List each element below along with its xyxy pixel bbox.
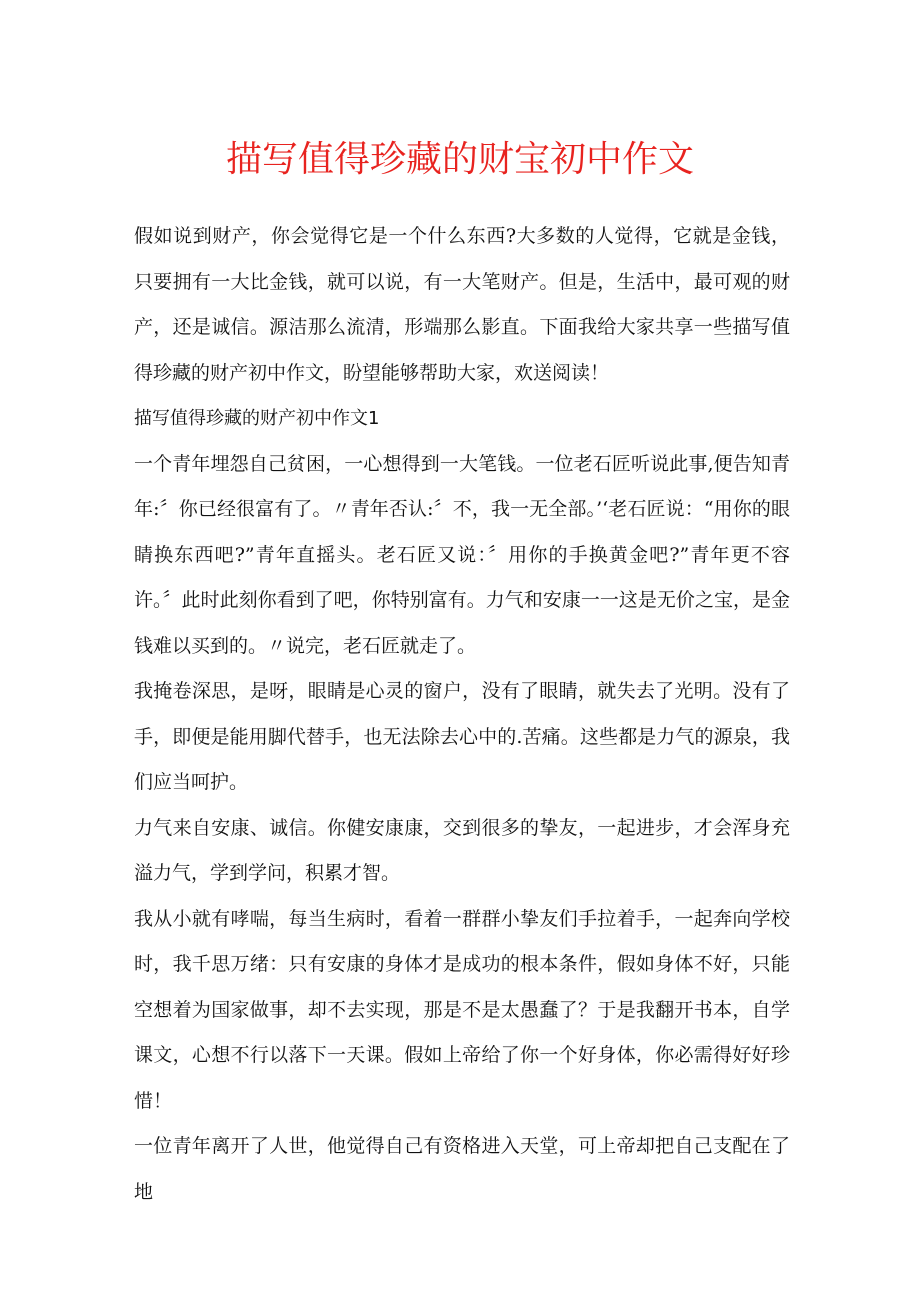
paragraph-strength: 力气来自安康、诚信。你健安康康，交到很多的挚友，一起进步，才会浑身充溢力气，学到学问，积累才智。 xyxy=(134,816,790,884)
paragraph-young-man: 一位青年离开了人世，他觉得自己有资格进入天堂，可上帝却把自己支配在了地 xyxy=(134,1135,790,1203)
essay-subheading: 描写值得珍藏的财产初中作文1 xyxy=(134,408,380,429)
paragraph-story: 一个青年埋怨自己贫困，一心想得到一大笔钱。一位老石匠听说此事,便告知青年:〞你已经很富有了。〃青年否认:〞不，我一无全部。’‘老石匠说：“用你的眼睛换东西吧?”青年直摇头。老石匠又说：〞用你的手换黄金吧?”青年更不容许。〞此时此刻你看到了吧，你特别富有。力气和安康一一这是无价之宝，是金钱难以买到的。〃说完，老石匠就走了。 xyxy=(134,452,790,657)
document-title: 描写值得珍藏的财宝初中作文 xyxy=(225,139,694,180)
paragraph-intro: 假如说到财产，你会觉得它是一个什么东西?大多数的人觉得，它就是金钱，只要拥有一大比金钱，就可以说，有一大笔财产。但是，生活中，最可观的财产，还是诚信。源洁那么流清，形端那么影直。下面我给大家共享一些描写值得珍藏的财产初中作文，盼望能够帮助大家，欢送阅读！ xyxy=(134,225,790,384)
paragraph-reflection: 我掩卷深思，是呀，眼睛是心灵的窗户，没有了眼睛，就失去了光明。没有了手，即便是能用脚代替手，也无法除去心中的.苦痛。这些都是力气的源泉，我们应当呵护。 xyxy=(134,680,790,793)
document-body xyxy=(134,214,790,1215)
paragraph-asthma: 我从小就有哮喘，每当生病时，看着一群群小挚友们手拉着手，一起奔向学校时，我千思万绪：只有安康的身体才是成功的根本条件，假如身体不好，只能空想着为国家做事，却不去实现，那是不是太愚蠢了？于是我翻开书本，自学课文，心想不行以落下一天课。假如上帝给了你一个好身体，你必需得好好珍惜！ xyxy=(134,907,790,1112)
